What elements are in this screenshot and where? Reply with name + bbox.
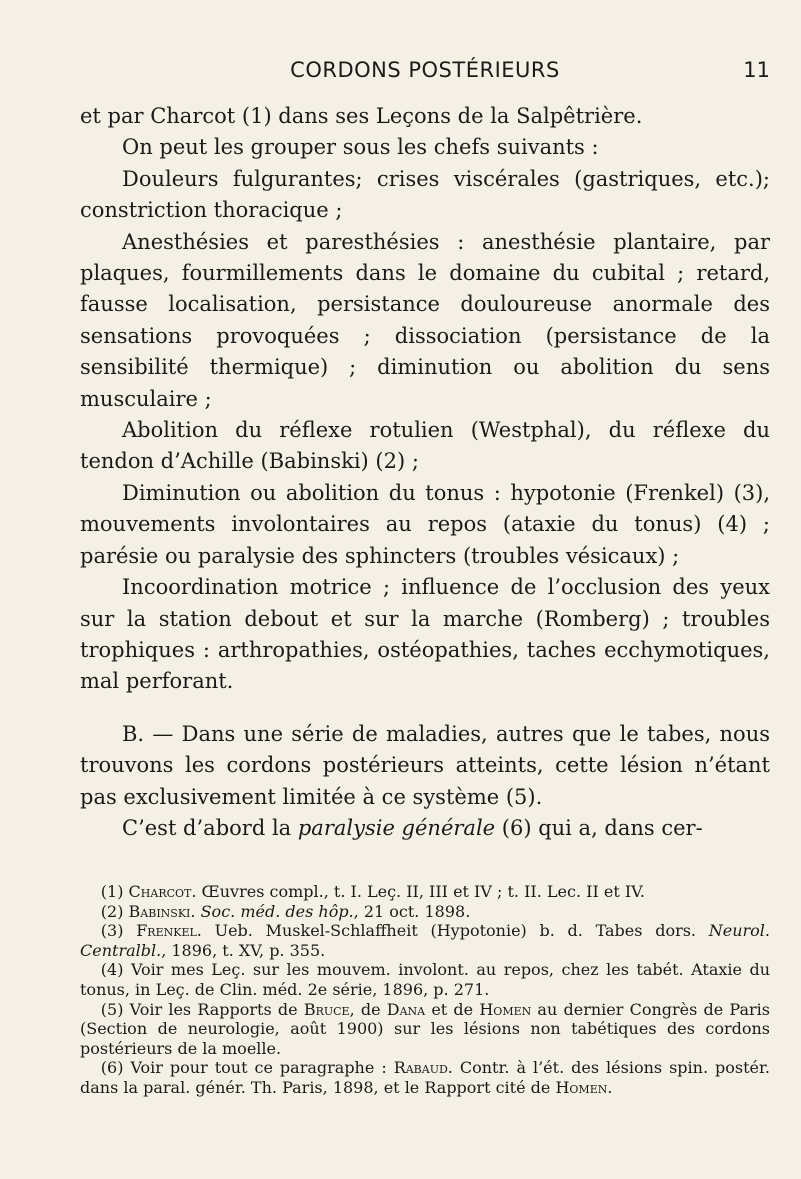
main-text xyxy=(80,101,770,844)
footnote-4: (4) Voir mes Leç. sur les mouvem. involont. au repos, chez les tabét. Ataxie du tonus, in Leç. de Clin. méd. 2e série, 1896, p. 271. xyxy=(80,960,770,999)
author-name: Charcot. xyxy=(128,882,197,901)
footnote-text: Ueb. Muskel-Schlaffheit (Hypotonie) b. d. Tabes dors. xyxy=(201,921,709,941)
paragraph: Diminution ou abolition du tonus : hypotonie (Frenkel) (3), mouvements involontaires au repos (ataxie du tonus) (4) ; parésie ou paralysie des sphincters (troubles vésicaux) ; xyxy=(80,480,770,568)
footnote-text: Œuvres compl., t. I. Leç. II, III et IV ; t. II. Lec. II et IV. xyxy=(196,882,646,901)
footnote-text: , 21 oct. 1898. xyxy=(353,901,471,921)
footnote-text: au dernier Congrès de Paris (Section de neurologie, août 1900) sur les lésions non tabétiques des cordons postérieurs de la moelle. xyxy=(80,999,770,1058)
author-name: Homen xyxy=(479,999,532,1019)
author-name: Bruce xyxy=(303,999,350,1019)
author-name: Babinski. xyxy=(128,901,196,921)
author-name: Dana xyxy=(386,999,426,1019)
author-name: Homen xyxy=(555,1077,608,1097)
footnote-5 xyxy=(80,1000,770,1059)
text-run: (6) qui a, dans cer- xyxy=(495,815,703,840)
author-name: Frenkel. xyxy=(136,921,202,941)
footnote-1 xyxy=(80,882,770,902)
footnote-2 xyxy=(80,902,770,922)
footnote-number: (2) xyxy=(100,901,129,921)
footnote-text: (5) Voir les Rapports de xyxy=(100,999,304,1019)
paragraph: On peut les grouper sous les chefs suivants : xyxy=(122,135,599,160)
text-run: C’est d’abord la xyxy=(122,815,298,840)
footnote-number: (3) xyxy=(100,921,137,941)
running-title: CORDONS POSTÉRIEURS xyxy=(290,58,560,82)
author-name: Rabaud. xyxy=(393,1058,453,1078)
page-number: 11 xyxy=(743,58,770,82)
paragraph: et par Charcot (1) dans ses Leçons de la Salpêtrière. xyxy=(80,104,643,128)
running-header xyxy=(80,58,770,90)
footnote-text: . xyxy=(607,1077,613,1097)
footnotes xyxy=(80,882,770,1098)
footnote-number: (1) xyxy=(100,882,129,901)
section-b-paragraph: B. — Dans une série de maladies, autres que le tabes, nous trouvons les cordons postérieurs atteints, cette lésion n’étant pas exclusivement limitée à ce système (5). xyxy=(80,721,770,809)
paragraph xyxy=(80,813,770,844)
footnote-6 xyxy=(80,1058,770,1097)
footnote-text: (6) Voir pour tout ce paragraphe : xyxy=(100,1058,394,1078)
footnote-text: Contr. à l’ét. des lésions spin. postér. dans la paral. génér. Th. Paris, 1898, et le Rapport cité de xyxy=(80,1058,770,1097)
paragraph: Abolition du réflexe rotulien (Westphal), du réflexe du tendon d’Achille (Babinski) (2) ; xyxy=(80,418,770,474)
journal-title: Soc. méd. des hôp. xyxy=(200,901,354,921)
paragraph: Anesthésies et paresthésies : anesthésie plantaire, par plaques, fourmillements dans le domaine du cubital ; retard, fausse localisation, persistance douloureuse anormale des sensations provoquées ; dissociation (persistance de la sensibilité thermique) ; diminution ou abolition du sens musculaire ; xyxy=(80,229,770,411)
journal-title: Neurol. Centralbl. xyxy=(80,921,771,960)
footnote-text: , 1896, t. XV, p. 355. xyxy=(161,940,326,960)
footnote-text: et de xyxy=(425,999,480,1019)
footnote-text: , de xyxy=(349,999,387,1019)
paragraph: Douleurs fulgurantes; crises viscérales (gastriques, etc.); constriction thoracique ; xyxy=(80,166,770,223)
paragraph: Incoordination motrice ; influence de l’occlusion des yeux sur la station debout et sur la marche (Romberg) ; troubles trophiques : arthropathies, ostéopathies, taches ecchymotiques, mal perforant. xyxy=(80,575,770,694)
footnote-3 xyxy=(80,921,770,960)
italic-term: paralysie générale xyxy=(297,815,496,840)
